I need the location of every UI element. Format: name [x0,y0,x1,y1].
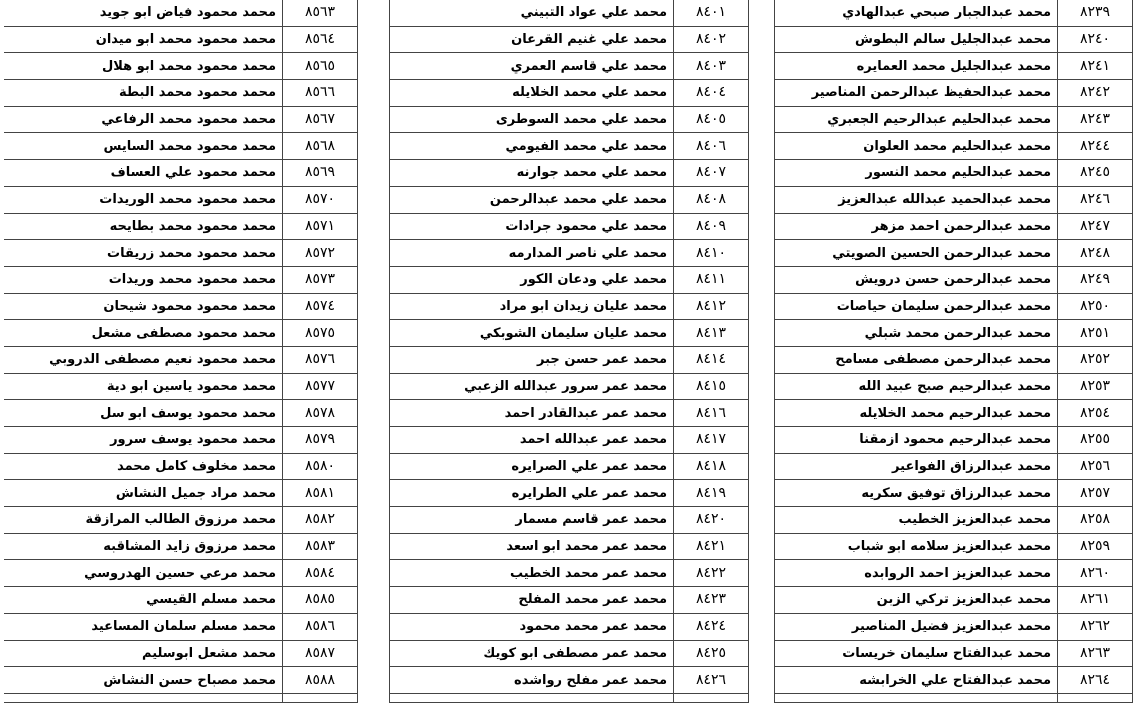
entry-number: ٨٥٧٢ [283,240,358,267]
table-row [390,640,749,667]
table-row-cut-off [4,693,358,702]
table-row [775,587,1133,614]
entry-number [674,693,749,702]
entry-number: ٨٤٢٣ [674,587,749,614]
table-row [390,480,749,507]
entry-number: ٨٤٠٤ [674,80,749,107]
entry-name: محمد عمر علي الصرايره [390,453,674,480]
table-row [775,26,1133,53]
entry-number: ٨٤١٢ [674,293,749,320]
entry-name: محمد عبدالرحمن سليمان حياصات [775,293,1058,320]
table-row [390,133,749,160]
entry-name: محمد محمود محمد ابو ميدان [4,26,283,53]
table-row [775,0,1133,26]
entry-number: ٨٤٠٨ [674,186,749,213]
entry-name: محمد محمود نعيم مصطفى الدروبي [4,346,283,373]
entry-name: محمد عمر حسن جبر [390,346,674,373]
table-row [390,186,749,213]
entry-name: محمد عمر مفلح رواشده [390,667,674,694]
table-row [390,213,749,240]
entry-name: محمد عبدالحليم عبدالرحيم الجعبري [775,106,1058,133]
entry-number: ٨٥٨٣ [283,533,358,560]
table-row [390,560,749,587]
entry-number: ٨٥٨١ [283,480,358,507]
table-row [4,533,358,560]
table-row [4,160,358,187]
entry-number: ٨٢٤٢ [1058,80,1133,107]
entry-name: محمد عبدالرحمن الحسين الصويتي [775,240,1058,267]
entry-number: ٨٢٤١ [1058,53,1133,80]
entry-number: ٨٤٠٢ [674,26,749,53]
table-row [4,213,358,240]
entry-name: محمد عليان زيدان ابو مراد [390,293,674,320]
entry-number: ٨٥٧٣ [283,266,358,293]
entry-number: ٨٤٠٥ [674,106,749,133]
table-row [4,320,358,347]
entry-name: محمد عمر عبدالله احمد [390,427,674,454]
table-row [4,186,358,213]
entry-name: محمد محمود محمد ابو هلال [4,53,283,80]
roster-column-right [774,0,1133,702]
entry-name: محمد عبدالرزاق توفيق سكريه [775,480,1058,507]
table-row [390,106,749,133]
entry-number: ٨٢٦٢ [1058,613,1133,640]
entry-name: محمد علي ناصر المدارمه [390,240,674,267]
entry-number: ٨٢٤٤ [1058,133,1133,160]
table-row [4,80,358,107]
entry-name: محمد عمر علي الطرايره [390,480,674,507]
entry-name: محمد عبدالعزيز فضيل المناصير [775,613,1058,640]
entry-number: ٨٤١٣ [674,320,749,347]
entry-number: ٨٥٧٨ [283,400,358,427]
entry-name: محمد مصباح حسن النشاش [4,667,283,694]
entry-number: ٨٢٣٩ [1058,0,1133,26]
table-row [4,587,358,614]
entry-name: محمد محمود محمد الوريدات [4,186,283,213]
entry-name: محمد عبدالرحيم محمد الخلايله [775,400,1058,427]
entry-number: ٨٥٨٥ [283,587,358,614]
entry-number: ٨٥٧١ [283,213,358,240]
entry-name: محمد عليان سليمان الشوبكي [390,320,674,347]
entry-number: ٨٤١٧ [674,427,749,454]
table-row [4,293,358,320]
table-row [390,0,749,26]
entry-number: ٨٤١٠ [674,240,749,267]
entry-name: محمد محمود محمد وريدات [4,266,283,293]
entry-number: ٨٢٤٦ [1058,186,1133,213]
entry-number: ٨٥٨٨ [283,667,358,694]
entry-name: محمد عبدالفتاح علي الخرابشه [775,667,1058,694]
entry-name: محمد عبدالجبار صبحي عبدالهادي [775,0,1058,26]
entry-name [4,693,283,702]
entry-name: محمد محمود فياض ابو جويد [4,0,283,26]
entry-number: ٨٥٨٤ [283,560,358,587]
table-row [4,560,358,587]
entry-name: محمد عبدالرحمن احمد مزهر [775,213,1058,240]
table-row [390,53,749,80]
table-row [390,26,749,53]
entry-name: محمد محمود محمد السايس [4,133,283,160]
entry-number: ٨٢٥١ [1058,320,1133,347]
entry-name: محمد عبدالجليل محمد العمايره [775,53,1058,80]
entry-name: محمد محمود محمد الرفاعي [4,106,283,133]
table-row [4,400,358,427]
entry-number: ٨٢٤٣ [1058,106,1133,133]
roster-table [4,0,358,703]
table-row [4,667,358,694]
entry-number: ٨٥٧٥ [283,320,358,347]
entry-number: ٨٢٥٣ [1058,373,1133,400]
entry-number: ٨٢٥٧ [1058,480,1133,507]
entry-name: محمد محمود ياسين ابو دية [4,373,283,400]
entry-name: محمد محمود يوسف ابو سل [4,400,283,427]
entry-name: محمد علي محمد السوطرى [390,106,674,133]
entry-name: محمد محمود يوسف سرور [4,427,283,454]
entry-number: ٨٥٧٤ [283,293,358,320]
entry-name: محمد علي ودعان الكور [390,266,674,293]
entry-name: محمد عبدالحفيظ عبدالرحمن المناصير [775,80,1058,107]
entry-name: محمد عمر قاسم مسمار [390,507,674,534]
entry-number: ٨٥٨٢ [283,507,358,534]
table-row [4,53,358,80]
entry-name: محمد عبدالعزيز سلامه ابو شباب [775,533,1058,560]
entry-number: ٨٢٥٩ [1058,533,1133,560]
entry-name: محمد مرزوق الطالب المرازقة [4,507,283,534]
entry-number: ٨٢٤٥ [1058,160,1133,187]
entry-name: محمد عبدالعزيز الخطيب [775,507,1058,534]
entry-name: محمد محمود محمود شيحان [4,293,283,320]
table-row [390,80,749,107]
table-row [390,613,749,640]
entry-number: ٨٢٦٣ [1058,640,1133,667]
entry-number: ٨٥٨٦ [283,613,358,640]
entry-number: ٨٢٤٠ [1058,26,1133,53]
entry-name: محمد علي قاسم العمري [390,53,674,80]
entry-number: ٨٥٧٠ [283,186,358,213]
entry-name: محمد عبدالرحمن محمد شبلي [775,320,1058,347]
entry-number: ٨٥٦٩ [283,160,358,187]
entry-number: ٨٥٦٨ [283,133,358,160]
table-row [390,507,749,534]
table-row [4,427,358,454]
entry-name: محمد عبدالحميد عبدالله عبدالعزيز [775,186,1058,213]
entry-number: ٨٥٨٠ [283,453,358,480]
entry-name: محمد علي عواد التبيني [390,0,674,26]
table-row [390,533,749,560]
table-row [775,106,1133,133]
roster-table [774,0,1133,703]
entry-number: ٨٤١٨ [674,453,749,480]
entry-number: ٨٤٢٢ [674,560,749,587]
entry-name: محمد مسلم سلمان المساعيد [4,613,283,640]
entry-number: ٨٢٥٦ [1058,453,1133,480]
table-row [775,160,1133,187]
roster-table [389,0,749,703]
entry-number: ٨٤٢٥ [674,640,749,667]
entry-name: محمد مشعل ابوسليم [4,640,283,667]
entry-number: ٨٢٦٠ [1058,560,1133,587]
entry-number: ٨٤١٦ [674,400,749,427]
table-row [390,240,749,267]
entry-name: محمد عمر مصطفى ابو كويك [390,640,674,667]
entry-name: محمد مخلوف كامل محمد [4,453,283,480]
entry-number: ٨٥٦٥ [283,53,358,80]
entry-number: ٨٥٦٧ [283,106,358,133]
entry-name: محمد عبدالرحمن مصطفى مسامح [775,346,1058,373]
table-row [4,346,358,373]
entry-number: ٨٢٥٠ [1058,293,1133,320]
entry-name: محمد علي محمد عبدالرحمن [390,186,674,213]
table-row [4,240,358,267]
entry-name: محمد عمر محمد المفلح [390,587,674,614]
entry-name: محمد مرعي حسين الهدروسي [4,560,283,587]
table-row [4,507,358,534]
entry-number: ٨٢٤٧ [1058,213,1133,240]
entry-number: ٨٤٠٧ [674,160,749,187]
table-row [775,373,1133,400]
table-row [775,320,1133,347]
table-row [775,480,1133,507]
table-row [390,160,749,187]
table-row [390,293,749,320]
entry-number: ٨٥٧٩ [283,427,358,454]
table-row [775,53,1133,80]
entry-number: ٨٢٦١ [1058,587,1133,614]
entry-number: ٨٥٧٦ [283,346,358,373]
table-row [4,613,358,640]
table-row [390,453,749,480]
table-row [775,533,1133,560]
entry-name: محمد عبدالجليل سالم البطوش [775,26,1058,53]
entry-name: محمد عمر سرور عبدالله الزعبي [390,373,674,400]
entry-number: ٨٤٠٣ [674,53,749,80]
entry-name: محمد محمود محمد زريقات [4,240,283,267]
entry-name: محمد عبدالرزاق الفواعير [775,453,1058,480]
table-row [775,400,1133,427]
entry-name [775,693,1058,702]
entry-number: ٨٥٨٧ [283,640,358,667]
entry-number: ٨٤٢٦ [674,667,749,694]
entry-name: محمد علي محمد الفيومي [390,133,674,160]
entry-number: ٨٢٥٥ [1058,427,1133,454]
entry-name: محمد عبدالرحمن حسن درويش [775,266,1058,293]
entry-name: محمد عمر محمد محمود [390,613,674,640]
entry-number: ٨٢٥٢ [1058,346,1133,373]
entry-number: ٨٤٠٦ [674,133,749,160]
table-row [775,667,1133,694]
table-row [775,240,1133,267]
entry-name: محمد عبدالعزيز تركي الزبن [775,587,1058,614]
entry-name: محمد محمود علي العساف [4,160,283,187]
entry-number [1058,693,1133,702]
entry-name: محمد علي محمد جوارنه [390,160,674,187]
entry-number: ٨٤١٩ [674,480,749,507]
entry-number: ٨٤٠٩ [674,213,749,240]
entry-number: ٨٢٤٩ [1058,266,1133,293]
entry-name: محمد عبدالفتاح سليمان خريسات [775,640,1058,667]
table-row [775,213,1133,240]
entry-name: محمد عمر عبدالقادر احمد [390,400,674,427]
table-row [775,507,1133,534]
entry-name: محمد عبدالعزيز احمد الروابده [775,560,1058,587]
entry-name: محمد عبدالرحيم صبح عبيد الله [775,373,1058,400]
entry-name: محمد عبدالحليم محمد العلوان [775,133,1058,160]
table-row [390,346,749,373]
table-row [390,587,749,614]
table-row [390,320,749,347]
entry-number: ٨٥٦٦ [283,80,358,107]
entry-number: ٨٤١٥ [674,373,749,400]
table-row [4,453,358,480]
entry-name: محمد علي محمود جرادات [390,213,674,240]
entry-name: محمد عمر محمد الخطيب [390,560,674,587]
roster-column-middle [389,0,749,702]
table-row [4,640,358,667]
entry-number: ٨٥٦٤ [283,26,358,53]
table-row [4,133,358,160]
table-row [4,480,358,507]
table-row [775,427,1133,454]
entry-name: محمد مسلم القيسي [4,587,283,614]
table-row [775,613,1133,640]
entry-number: ٨٢٤٨ [1058,240,1133,267]
roster-column-left [4,0,358,702]
entry-name: محمد عبدالرحيم محمود ازمقنا [775,427,1058,454]
entry-number: ٨٥٦٣ [283,0,358,26]
entry-number: ٨٤١٤ [674,346,749,373]
table-row [390,400,749,427]
table-row [775,560,1133,587]
table-row [775,293,1133,320]
table-row [775,346,1133,373]
entry-name: محمد عمر محمد ابو اسعد [390,533,674,560]
table-row [775,266,1133,293]
table-row [4,373,358,400]
table-row [775,453,1133,480]
entry-number: ٨٢٦٤ [1058,667,1133,694]
table-row [775,80,1133,107]
entry-name [390,693,674,702]
table-row [390,667,749,694]
entry-number [283,693,358,702]
table-row [4,26,358,53]
entry-number: ٨٤٢٤ [674,613,749,640]
entry-number: ٨٥٧٧ [283,373,358,400]
table-row-cut-off [775,693,1133,702]
entry-name: محمد علي غنيم القرعان [390,26,674,53]
entry-name: محمد مرزوق زايد المشاقبه [4,533,283,560]
table-row [390,373,749,400]
table-row [775,133,1133,160]
table-row [4,106,358,133]
entry-number: ٨٢٥٨ [1058,507,1133,534]
table-row [390,427,749,454]
entry-name: محمد علي محمد الخلايله [390,80,674,107]
table-row [4,266,358,293]
entry-number: ٨٤٢٠ [674,507,749,534]
table-row [775,640,1133,667]
entry-number: ٨٤٠١ [674,0,749,26]
entry-number: ٨٤٢١ [674,533,749,560]
entry-name: محمد عبدالحليم محمد النسور [775,160,1058,187]
entry-name: محمد محمود محمد بطايحه [4,213,283,240]
table-row-cut-off [390,693,749,702]
table-row [4,0,358,26]
entry-name: محمد محمود مصطفى مشعل [4,320,283,347]
entry-number: ٨٢٥٤ [1058,400,1133,427]
table-row [390,266,749,293]
entry-name: محمد محمود محمد البطة [4,80,283,107]
entry-name: محمد مراد جميل النشاش [4,480,283,507]
table-row [775,186,1133,213]
entry-number: ٨٤١١ [674,266,749,293]
